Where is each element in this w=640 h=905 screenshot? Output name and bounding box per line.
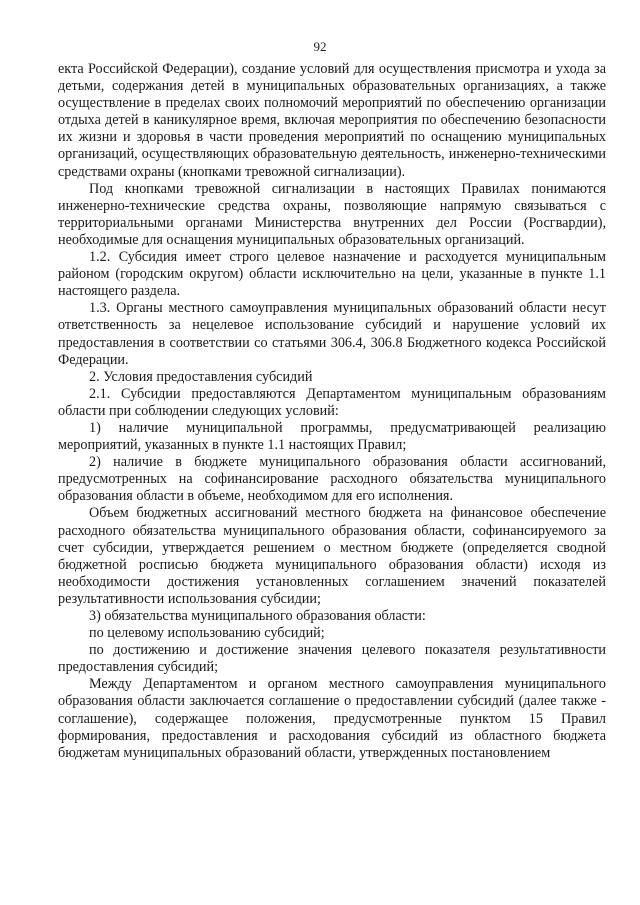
document-body — [58, 61, 606, 762]
paragraph-2-1: 2.1. Субсидии предоставляются Департаментом муниципальным образованиям области при соблюдении следующих условий: — [58, 385, 606, 419]
list-item-3: 3) обязательства муниципального образования области: — [89, 608, 426, 624]
section-heading: 2. Условия предоставления субсидий — [89, 368, 313, 385]
list-item-2: 2) наличие в бюджете муниципального образования области ассигнований, предусмотренных на софинансирование расходного обязательства муниципального образования области в объеме, необходимом для его исполнения. — [58, 454, 606, 505]
paragraph-1-3: 1.3. Органы местного самоуправления муниципальных образований области несут ответственность за нецелевое использование субсидий и нарушение условий их предоставления в соответствии со статьями 306.4, 306.8 Бюджетного кодекса Российской Федерации. — [58, 300, 606, 368]
page-number: 92 — [313, 39, 327, 54]
paragraph-1-2: 1.2. Субсидия имеет строго целевое назначение и расходуется муниципальным районом (городским округом) области исключительно на цели, указанные в пункте 1.1 настоящего раздела. — [58, 249, 606, 300]
obligation-indicator: по достижению и достижение значения целевого показателя результативности предоставления субсидий; — [58, 642, 606, 676]
list-item-1: 1) наличие муниципальной программы, предусматривающей реализацию мероприятий, указанных в пункте 1.1 настоящих Правил; — [58, 419, 606, 454]
obligation-target-use: по целевому использованию субсидий; — [89, 625, 325, 642]
paragraph-continuation: екта Российской Федерации), создание условий для осуществления присмотра и ухода за детьми, содержания детей в муниципальных образовательных организациях, а также осуществление в пределах своих полномочий мероприятий по обеспечению организации отдыха детей в каникулярное время, включая мероприятия по обеспечению безопасности их жизни и здоровья в части проведения мероприятий по оснащению муниципальных организаций, осуществляющих образовательную деятельность, инженерно-техническими средствами охраны (кнопками тревожной сигнализации). — [58, 61, 606, 180]
paragraph-budget-volume: Объем бюджетных ассигнований местного бюджета на финансовое обеспечение расходного обязательства муниципального образования области, софинансируемого за счет субсидии, утверждается решением о местном бюджете (определяется сводной бюджетной росписью бюджета муниципального образования области) исходя из необходимости достижения установленных соглашением значений показателей результативности использования субсидии; — [58, 505, 606, 607]
paragraph-alarm-definition: Под кнопками тревожной сигнализации в настоящих Правилах понимаются инженерно-технические средства охраны, позволяющие напрямую связываться с территориальными органами Министерства внутренних дел России (Росгвардии), необходимые для оснащения муниципальных образовательных организаций. — [58, 180, 606, 248]
paragraph-agreement: Между Департаментом и органом местного самоуправления муниципального образования области заключается соглашение о предоставлении субсидий (далее также - соглашение), содержащее положения, предусмотренные пунктом 15 Правил формирования, предоставления и расходования субсидий из областного бюджета бюджетам муниципальных образований области, утвержденных постановлением — [58, 676, 606, 761]
